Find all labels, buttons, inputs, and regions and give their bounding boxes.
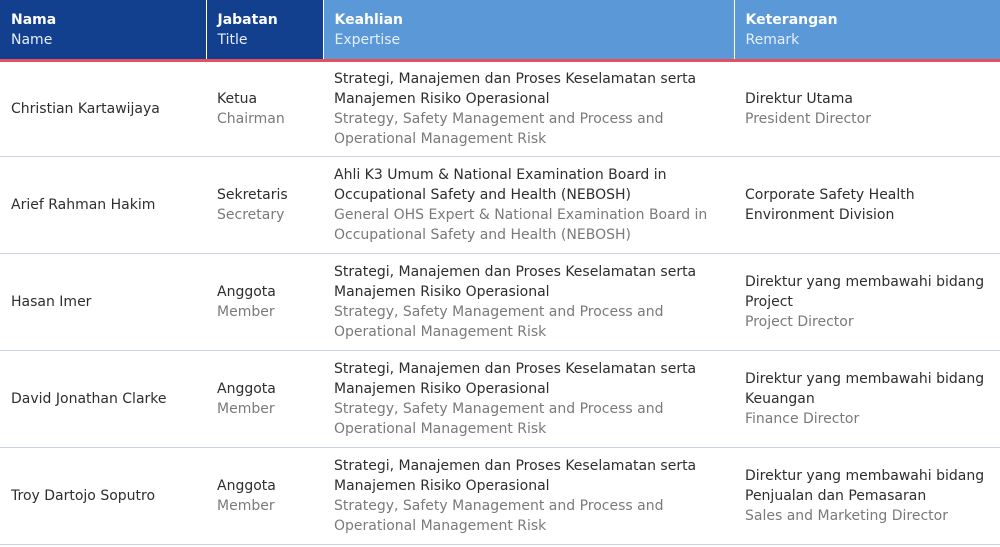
expertise-en: Strategy, Safety Management and Process and Operational Management Risk [334, 304, 664, 340]
cell-remark [734, 61, 1000, 157]
expertise-id: Strategi, Manajemen dan Proses Keselamatan serta Manajemen Risiko Operasional [334, 458, 697, 494]
cell-name [0, 254, 206, 351]
remark-id: Corporate Safety Health Environment Division [745, 187, 915, 223]
remark-id: Direktur yang membawahi bidang Penjualan dan Pemasaran [745, 468, 985, 504]
title-en: Member [217, 304, 275, 320]
header-label: Jabatan [217, 11, 278, 28]
remark-en: Sales and Marketing Director [745, 508, 948, 524]
expertise-en: Strategy, Safety Management and Process and Operational Management Risk [334, 498, 664, 534]
cell-expertise [323, 254, 734, 351]
member-name: Hasan Imer [11, 294, 92, 310]
header-sublabel: Name [11, 31, 53, 48]
cell-expertise [323, 61, 734, 157]
title-id: Anggota [217, 381, 276, 397]
cell-remark [734, 157, 1000, 254]
expertise-en: Strategy, Safety Management and Process and Operational Management Risk [334, 111, 664, 147]
remark-en: Finance Director [745, 411, 860, 427]
header-label: Nama [11, 11, 57, 28]
expertise-id: Strategi, Manajemen dan Proses Keselamatan serta Manajemen Risiko Operasional [334, 71, 697, 107]
cell-expertise [323, 157, 734, 254]
header-sublabel: Title [217, 31, 248, 48]
expertise-id: Ahli K3 Umum & National Examination Board in Occupational Safety and Health (NEBOSH) [334, 167, 667, 203]
cell-remark [734, 351, 1000, 448]
header-remark [734, 0, 1000, 61]
title-en: Chairman [217, 111, 285, 127]
title-id: Sekretaris [217, 187, 288, 203]
cell-title [206, 61, 323, 157]
cell-expertise [323, 448, 734, 545]
header-label: Keahlian [334, 11, 404, 28]
expertise-en: Strategy, Safety Management and Process and Operational Management Risk [334, 401, 664, 437]
table-body [0, 61, 1000, 545]
title-en: Member [217, 498, 275, 514]
header-title [206, 0, 323, 61]
cell-name [0, 351, 206, 448]
title-id: Anggota [217, 478, 276, 494]
cell-remark [734, 448, 1000, 545]
header-label: Keterangan [745, 11, 838, 28]
remark-id: Direktur yang membawahi bidang Keuangan [745, 371, 985, 407]
header-sublabel: Expertise [334, 31, 401, 48]
expertise-id: Strategi, Manajemen dan Proses Keselamatan serta Manajemen Risiko Operasional [334, 361, 697, 397]
title-en: Member [217, 401, 275, 417]
remark-en: President Director [745, 111, 871, 127]
table-row [0, 448, 1000, 545]
remark-id: Direktur yang membawahi bidang Project [745, 274, 985, 310]
title-id: Anggota [217, 284, 276, 300]
member-name: Christian Kartawijaya [11, 101, 160, 117]
remark-en: Project Director [745, 314, 854, 330]
cell-name [0, 448, 206, 545]
cell-title [206, 448, 323, 545]
table-row [0, 61, 1000, 157]
expertise-en: General OHS Expert & National Examination Board in Occupational Safety and Health (NEBOSH) [334, 207, 708, 243]
remark-id: Direktur Utama [745, 91, 853, 107]
member-name: Troy Dartojo Soputro [11, 488, 156, 504]
cell-expertise [323, 351, 734, 448]
member-name: Arief Rahman Hakim [11, 197, 156, 213]
table-row [0, 254, 1000, 351]
cell-name [0, 157, 206, 254]
table-row [0, 157, 1000, 254]
title-id: Ketua [217, 91, 258, 107]
expertise-id: Strategi, Manajemen dan Proses Keselamatan serta Manajemen Risiko Operasional [334, 264, 697, 300]
title-en: Secretary [217, 207, 285, 223]
table-row [0, 351, 1000, 448]
cell-title [206, 351, 323, 448]
table-header [0, 0, 1000, 61]
cell-remark [734, 254, 1000, 351]
cell-title [206, 157, 323, 254]
header-expertise [323, 0, 734, 61]
member-name: David Jonathan Clarke [11, 391, 167, 407]
cell-name [0, 61, 206, 157]
header-name [0, 0, 206, 61]
cell-title [206, 254, 323, 351]
header-sublabel: Remark [745, 31, 800, 48]
